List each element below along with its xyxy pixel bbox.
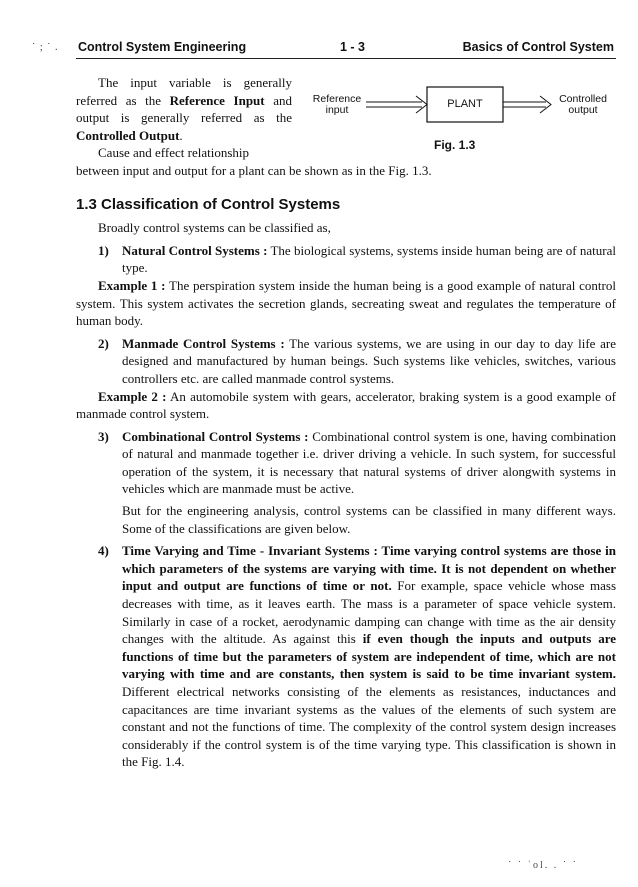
item-bold-statement: if even though the inputs and outputs are functions of time but the parameters of system are independent of time, which are not varying with time and are constants, then system is said to be time invariant system. [122,631,617,682]
intro-block [76,74,292,162]
cause-line: Cause and effect relationship [98,145,250,161]
item-text [122,335,616,388]
list-item [76,542,616,771]
cause-continuation: between input and output for a plant can be shown as in the Fig. 1.3. [76,162,432,178]
example-label: Example 1 : [98,277,166,293]
page-body [76,74,616,771]
reference-label-line2: input [325,104,349,116]
item-number: 2) [98,335,109,351]
intro-text-1: The input variable is generally referred as the [76,75,292,108]
example-body: An automobile system with gears, accelerator, braking system is a good example of manmade control system. [76,388,616,422]
item-text [122,428,616,498]
item-body: For example, space vehicle whose mass decreases with time, as it leaves earth. The mass is a parameter of space vehicle system. Similarly in case of a rocket, aerodynamic damping can change with time as the air density changes with the altitude. As against this [122,578,617,647]
item-title: Natural Control Systems : [122,242,268,258]
example-body: The perspiration system inside the human being is a good example of natural control system. This system activates the secretion glands, secreating sweat and regulates the temperature of human body. [76,277,616,329]
item-number: 1) [98,242,109,258]
running-header [78,40,614,56]
intro-text-2: and output is generally referred as the [76,92,292,126]
item-number: 4) [98,543,109,559]
item-body: The biological systems, systems inside human being are of natural type. [122,242,616,276]
item-body: The various systems, we are using in our day to day life are designed and manufactured by human beings. Such systems like vehicles, switches, various controllers etc. are called manmade control systems. [122,335,616,386]
output-label-line1: Controlled [559,93,607,105]
figure-caption: Fig. 1.3 [434,138,476,152]
intro-text-3: . [179,127,183,143]
item-body-end: Different electrical networks consisting of the elements as resistances, inductances and capacitances are time invariant systems as the values of the elements of such system are constant and not the functions of time. The complexity of the control system design increases considerably if the control system is of the time varying type. This classification is shown in the Fig. 1.4. [122,684,616,770]
section-heading: 1.3 Classification of Control Systems [76,195,341,213]
example-paragraph [76,277,616,330]
margin-marks: ˙ ; ˙ . [32,42,59,53]
example-paragraph [76,388,616,423]
list-item [76,428,616,538]
plant-label: PLANT [447,98,483,110]
item-title: Time Varying and Time - Invariant Systems : Time varying control systems are those in which parameters of the systems are varying with time. It is not dependent on whether input and output are functions of time or not. [122,543,616,594]
list-item [76,242,616,277]
item-title: Manmade Control Systems : [122,335,285,351]
header-chapter-title: Basics of Control System [462,40,614,54]
term-controlled-output: Controlled Output [76,127,180,143]
item-text-continued: But for the engineering analysis, control systems can be classified in many different ways. Some of the classifications are given below. [122,503,616,536]
output-label-line2: output [568,104,598,116]
example-label: Example 2 : [98,388,167,404]
footer-marks: ˙ ˙ ʿol. . ˙ ˙ [508,860,578,871]
item-body: Combinational control system is one, having combination of natural and manmade together i.e. driver driving a vehicle. In such system, for successful operation of the system, it is necessary that natural systems of driver alongwith systems in vehicles which are manmade must be active. [122,428,616,497]
term-reference-input: Reference Input [169,92,265,108]
section-lead: Broadly control systems can be classified as, [98,220,331,236]
item-title: Combinational Control Systems : [122,428,309,444]
item-number: 3) [98,428,109,444]
header-rule [76,58,616,59]
list-item [76,335,616,388]
item-text [122,242,616,277]
header-book-title: Control System Engineering [78,40,247,54]
header-page-number: 1 - 3 [340,40,366,54]
intro-paragraph [76,74,292,144]
reference-label-line1: Reference [312,93,362,105]
item-text [122,542,616,771]
